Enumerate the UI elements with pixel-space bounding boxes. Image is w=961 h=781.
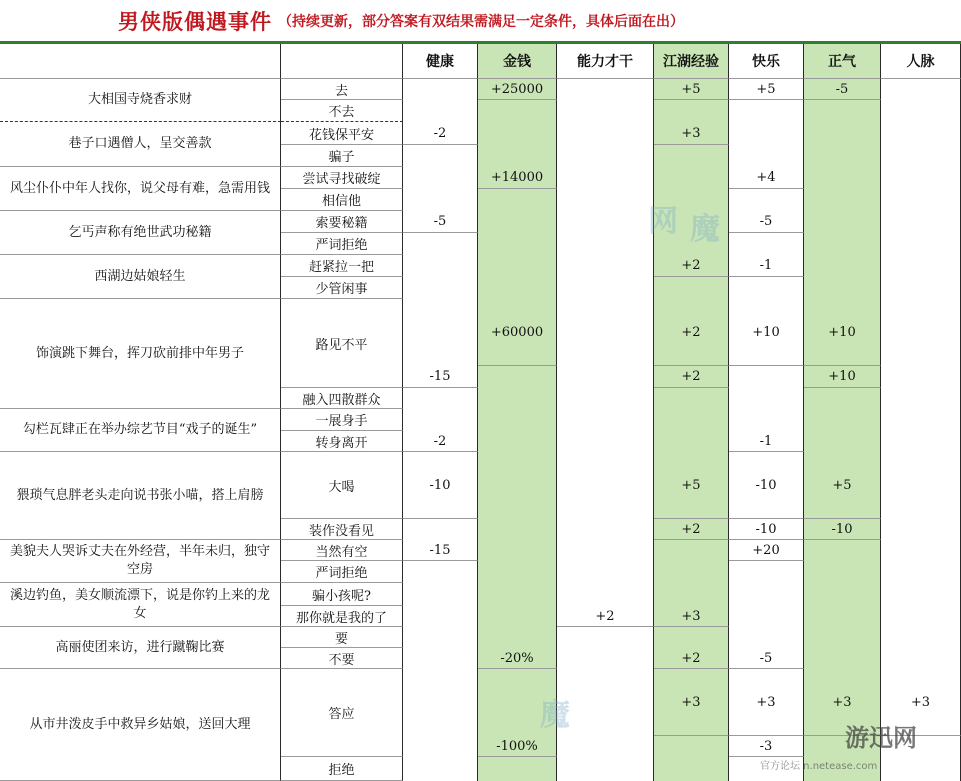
event-cell: 从市井泼皮手中救异乡姑娘，送回大理	[0, 669, 281, 781]
value-cell: +5	[654, 452, 729, 519]
header-ability: 能力才干	[557, 44, 654, 79]
value-cell: +3	[881, 669, 961, 736]
value-cell: +14000	[478, 167, 557, 189]
option-cell: 那你就是我的了	[281, 606, 403, 627]
watermark-logo: 游迅网	[845, 724, 917, 752]
value-cell: +5	[654, 79, 729, 100]
value-cell: +3	[654, 122, 729, 145]
value-cell: +60000	[478, 299, 557, 366]
column-health	[403, 79, 478, 781]
value-cell: +25000	[478, 79, 557, 100]
value-cell: +3	[729, 669, 804, 736]
value-cell: +2	[654, 366, 729, 388]
option-cell: 索要秘籍	[281, 211, 403, 233]
event-cell: 猥琐气息胖老头走向说书张小喵，搭上肩膀	[0, 452, 281, 540]
watermark-text: 网	[648, 204, 678, 239]
value-cell: -10	[403, 452, 478, 519]
event-cell: 乞丐声称有绝世武功秘籍	[0, 211, 281, 255]
value-cell: -2	[403, 122, 478, 145]
value-cell: +2	[654, 299, 729, 366]
value-cell: -15	[403, 540, 478, 561]
option-cell: 赶紧拉一把	[281, 255, 403, 277]
event-cell: 溪边钓鱼，美女顺流漂下，说是你钓上来的龙女	[0, 583, 281, 627]
event-cell: 勾栏瓦肆正在举办综艺节目“戏子的诞生”	[0, 409, 281, 452]
option-cell: 要	[281, 627, 403, 648]
value-cell: +10	[804, 299, 881, 366]
page-title	[0, 0, 961, 44]
option-cell: 尝试寻找破绽	[281, 167, 403, 189]
option-cell: 去	[281, 79, 403, 100]
value-cell: +10	[729, 299, 804, 366]
value-cell: +5	[729, 79, 804, 100]
option-cell: 花钱保平安	[281, 122, 403, 145]
header-experience: 江湖经验	[654, 44, 729, 79]
header-happiness: 快乐	[729, 44, 804, 79]
option-cell: 转身离开	[281, 431, 403, 452]
value-cell: -100%	[478, 736, 557, 757]
watermark-text: 魔	[690, 212, 720, 247]
value-cell: -5	[403, 211, 478, 233]
event-cell: 西湖边姑娘轻生	[0, 255, 281, 299]
event-cell: 风尘仆仆中年人找你，说父母有难，急需用钱	[0, 167, 281, 211]
value-cell: -10	[729, 519, 804, 540]
watermark-footer: 官方论坛 n.netease.com	[760, 761, 878, 772]
value-cell: -3	[729, 736, 804, 757]
column-ability	[557, 79, 654, 781]
value-cell: +5	[804, 452, 881, 519]
value-cell: -5	[729, 211, 804, 233]
value-cell: +2	[654, 255, 729, 277]
event-cell: 美貌夫人哭诉丈夫在外经营，半年未归，独守空房	[0, 540, 281, 583]
option-cell: 严词拒绝	[281, 233, 403, 255]
event-table	[0, 44, 961, 781]
option-cell: 当然有空	[281, 540, 403, 561]
value-cell: -1	[729, 431, 804, 452]
option-cell: 装作没看见	[281, 519, 403, 540]
value-cell: +20	[729, 540, 804, 561]
value-cell: -2	[403, 431, 478, 452]
value-cell: -5	[729, 648, 804, 669]
option-cell: 不去	[281, 100, 403, 122]
option-cell: 骗子	[281, 145, 403, 167]
value-cell: -10	[804, 519, 881, 540]
header-health: 健康	[403, 44, 478, 79]
value-cell: +2	[654, 519, 729, 540]
value-cell: -15	[403, 366, 478, 388]
header-money: 金钱	[478, 44, 557, 79]
value-cell: -5	[804, 79, 881, 100]
title-main: 男侠版偶遇事件	[118, 8, 272, 34]
header-network: 人脉	[881, 44, 961, 79]
option-cell: 融入四散群众	[281, 388, 403, 409]
option-cell: 一展身手	[281, 409, 403, 431]
option-cell: 答应	[281, 669, 403, 757]
event-cell: 高丽使团来访，进行蹴鞠比赛	[0, 627, 281, 669]
option-cell: 严词拒绝	[281, 561, 403, 583]
event-cell: 大相国寺烧香求财	[0, 79, 281, 122]
value-cell: +10	[804, 366, 881, 388]
option-cell: 少管闲事	[281, 277, 403, 299]
option-cell: 路见不平	[281, 299, 403, 388]
value-cell: +2	[557, 606, 654, 627]
value-cell: -10	[729, 452, 804, 519]
header-blank-option	[281, 44, 403, 79]
option-cell: 拒绝	[281, 757, 403, 781]
event-cell: 饰演跳下舞台，挥刀砍前排中年男子	[0, 299, 281, 409]
value-cell: +3	[654, 606, 729, 627]
value-cell: +4	[729, 167, 804, 189]
header-blank-event	[0, 44, 281, 79]
option-cell: 不要	[281, 648, 403, 669]
header-righteousness: 正气	[804, 44, 881, 79]
event-cell: 巷子口遇僧人，呈交善款	[0, 122, 281, 167]
value-cell: +3	[654, 669, 729, 736]
option-cell: 大喝	[281, 452, 403, 519]
watermark-text: 魔	[540, 698, 570, 733]
value-cell: -1	[729, 255, 804, 277]
value-cell: +3	[804, 669, 881, 736]
option-cell: 骗小孩呢?	[281, 583, 403, 606]
option-cell: 相信他	[281, 189, 403, 211]
value-cell: +2	[654, 648, 729, 669]
value-cell: -20%	[478, 648, 557, 669]
title-note: （持续更新，部分答案有双结果需满足一定条件，具体后面在出）	[278, 13, 684, 30]
